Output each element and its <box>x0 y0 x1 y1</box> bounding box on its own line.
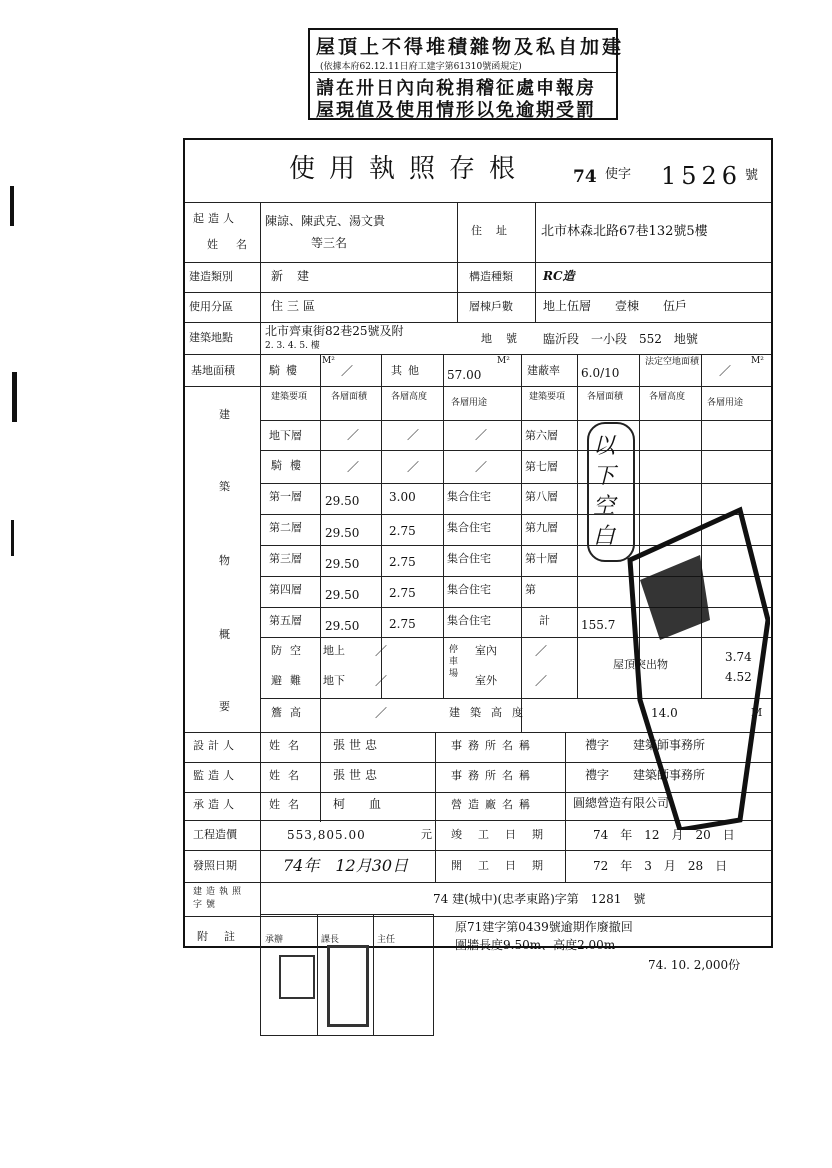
other-area: 57.00 <box>447 368 482 382</box>
notice-line-1: 屋頂上不得堆積雜物及私自加建 <box>316 36 625 58</box>
permit-year: 74 <box>573 167 597 187</box>
floor-name: 第四層 <box>269 583 302 596</box>
supervisor-name: 張世忠 <box>333 768 382 782</box>
permit-no: 74 建(城中)(忠孝東路)字第 1281 號 <box>433 892 646 906</box>
notice-divider <box>310 72 616 73</box>
structure-value: RC造 <box>543 269 575 283</box>
structure-label: 構造種類 <box>469 270 513 283</box>
row-line <box>185 850 771 851</box>
floor-height: 2.75 <box>389 586 416 600</box>
row-line <box>185 292 771 293</box>
floor-height: ／ <box>407 460 420 474</box>
floor-name: 地下層 <box>269 429 302 442</box>
parking-label: 停車場 <box>449 645 459 679</box>
col-item-header: 建築要項 <box>529 392 566 402</box>
row-line <box>260 450 771 451</box>
floor-name: 第三層 <box>269 552 302 565</box>
floor-use: 集合住宅 <box>447 490 491 503</box>
other-label: 其他 <box>391 364 425 377</box>
floor-area: 29.50 <box>325 526 360 540</box>
floor-name: 第一層 <box>269 490 302 503</box>
applicant-name-label: 姓名 <box>207 238 265 251</box>
col-line <box>521 354 522 732</box>
designer-label: 設計人 <box>193 739 238 752</box>
floor-use: ／ <box>475 428 488 442</box>
supervisor-office: 禮字 建築師事務所 <box>585 768 706 782</box>
dark-stamp-overlay <box>600 500 770 830</box>
notice-line-2: (依據本府62.12.11日府工建字第61310號函規定) <box>320 62 522 72</box>
building-height-label: 建築高度 <box>449 706 533 719</box>
permit-number: 1526 <box>661 162 743 190</box>
notice-box <box>308 28 625 121</box>
contractor-name: 柯 血 <box>333 797 382 811</box>
unit-m2: M² <box>497 356 510 366</box>
floor-height: 2.75 <box>389 524 416 538</box>
use-zone-value: 住三區 <box>271 299 320 313</box>
summary-label: 建 <box>219 408 230 421</box>
total-area: 155.7 <box>581 618 616 632</box>
col-height-header: 各層高度 <box>649 392 686 402</box>
completion-label: 竣工日期 <box>451 828 559 841</box>
col-line <box>577 354 578 698</box>
col-line <box>320 354 321 732</box>
row-line <box>185 386 771 387</box>
floor-use: 集合住宅 <box>447 552 491 565</box>
col-height-header: 各層高度 <box>391 392 428 402</box>
arcade-area: ／ <box>341 364 354 378</box>
build-type-value: 新建 <box>271 269 324 283</box>
col-area-header: 各層面積 <box>587 392 624 402</box>
building-height-value: 14.0 <box>651 706 678 720</box>
build-type-label: 建造類別 <box>189 270 233 283</box>
col-line <box>320 732 321 822</box>
floor-use: 集合住宅 <box>447 614 491 627</box>
shelter-label: 防空 <box>271 644 309 657</box>
shelter-below-value: ／ <box>375 674 388 688</box>
print-info: 74. 10. 2,000份 <box>648 958 741 972</box>
shelter-label: 避難 <box>271 674 309 687</box>
permit-type: 使字 <box>605 167 632 182</box>
row-line <box>185 262 771 263</box>
arcade-label: 騎樓 <box>269 364 303 377</box>
permit-suffix: 號 <box>745 168 759 183</box>
floor-use: 集合住宅 <box>447 521 491 534</box>
floor-height: 2.75 <box>389 555 416 569</box>
form-title: 使用執照存根 <box>289 154 530 184</box>
issue-date: 74年 12月30日 <box>283 856 409 875</box>
col-line <box>443 354 444 698</box>
cost-label: 工程造價 <box>193 828 237 841</box>
stamp-label: 主任 <box>377 935 396 945</box>
applicant-names-more: 等三名 <box>311 236 348 250</box>
cost-unit: 元 <box>421 828 432 841</box>
row-line <box>185 322 771 323</box>
applicant-label: 起造人 <box>193 212 238 225</box>
total-label: 計 <box>539 614 550 627</box>
unit-m2: M² <box>751 356 764 366</box>
floors-count-value: 地上伍層 壹棟 伍戶 <box>543 299 688 313</box>
office-label: 事務所名稱 <box>451 769 536 782</box>
floor-use: ／ <box>475 460 488 474</box>
blank-note: 以下空白 <box>593 434 616 549</box>
floor-name: 第八層 <box>525 490 558 503</box>
floor-area: 29.50 <box>325 588 360 602</box>
outdoor-value: ／ <box>535 674 548 688</box>
indoor-label: 室內 <box>475 644 497 657</box>
applicant-names: 陳諒、陳武克、湯文貴 <box>265 214 386 228</box>
coverage-value: 6.0/10 <box>581 366 620 380</box>
designer-name: 張世忠 <box>333 738 382 752</box>
summary-label: 要 <box>219 700 230 713</box>
col-line <box>435 732 436 882</box>
floor-area: 29.50 <box>325 494 360 508</box>
shelter-above-label: 地上 <box>323 644 345 657</box>
site-address-more: 2. 3. 4. 5. 樓 <box>265 341 320 351</box>
use-zone-label: 使用分區 <box>189 300 233 313</box>
col-line <box>457 202 458 322</box>
notice-line-4: 屋現值及使用情形以免逾期受罰 <box>316 100 596 121</box>
floor-height: 3.00 <box>389 490 416 504</box>
floor-height: ／ <box>407 428 420 442</box>
company-label: 營造廠名稱 <box>451 798 536 811</box>
coverage-label: 建蔽率 <box>527 364 560 377</box>
col-area-header: 各層面積 <box>331 392 368 402</box>
approval-box <box>260 914 434 1036</box>
col-line <box>260 202 261 946</box>
indoor-value: ／ <box>535 644 548 658</box>
roof-label: 屋頂突出物 <box>613 658 668 671</box>
row-line <box>185 202 771 203</box>
base-area-label: 基地面積 <box>191 364 235 377</box>
row-line <box>185 882 771 883</box>
notes-label: 附註 <box>197 930 251 943</box>
floor-use: 集合住宅 <box>447 583 491 596</box>
floor-name: 第二層 <box>269 521 302 534</box>
floors-count-label: 層棟戶數 <box>469 300 513 313</box>
floor-name: 第九層 <box>525 521 558 534</box>
unit-m: M <box>751 706 763 719</box>
open-space-value: ／ <box>719 364 732 378</box>
col-use-header: 各層用途 <box>451 398 488 408</box>
floor-height: 2.75 <box>389 617 416 631</box>
contractor-label: 承造人 <box>193 798 238 811</box>
note-1: 原71建字第0439號逾期作廢撤回 <box>455 920 633 934</box>
issue-date-label: 發照日期 <box>193 859 237 872</box>
floor-area: 29.50 <box>325 619 360 633</box>
shelter-above-value: ／ <box>375 644 388 658</box>
col-line <box>317 915 318 1035</box>
floor-name: 第五層 <box>269 614 302 627</box>
start-date: 72 年 3 月 28 日 <box>593 859 728 873</box>
seal-stamp <box>279 955 315 999</box>
floor-name: 第十層 <box>525 552 558 565</box>
floor-name: 騎樓 <box>271 459 309 472</box>
eave-value: ／ <box>375 706 388 720</box>
outdoor-label: 室外 <box>475 674 497 687</box>
seal-stamp <box>327 945 369 1027</box>
scan-mark <box>12 372 17 422</box>
cost-value: 553,805.00 <box>287 828 366 842</box>
col-use-header: 各層用途 <box>707 398 744 408</box>
col-line <box>373 915 374 1035</box>
floor-name: 第七層 <box>525 460 558 473</box>
start-label: 開工日期 <box>451 859 559 872</box>
col-line <box>565 732 566 882</box>
address-label: 住址 <box>471 224 521 237</box>
floor-area: ／ <box>347 428 360 442</box>
stamp-label: 課長 <box>321 935 340 945</box>
summary-label: 概 <box>219 628 230 641</box>
shelter-below-label: 地下 <box>323 674 345 687</box>
summary-label: 築 <box>219 480 230 493</box>
scan-mark <box>10 186 14 226</box>
summary-label: 物 <box>219 554 230 567</box>
completion-date: 74 年 12 月 20 日 <box>593 828 735 842</box>
open-space-label: 法定空地面積 <box>645 357 700 367</box>
name-label: 姓名 <box>269 798 307 811</box>
stamp-label: 承辦 <box>265 935 284 945</box>
contractor-company: 圓總營造有限公司 <box>573 796 670 810</box>
note-2: 圍牆長度9.50m、高度2.00m <box>455 938 616 952</box>
site-address: 北市齊東街82巷25號及附 <box>265 324 404 338</box>
address-value: 北市林森北路67巷132號5樓 <box>541 224 708 239</box>
col-line <box>535 202 536 322</box>
name-label: 姓名 <box>269 769 307 782</box>
roof-value-1: 3.74 <box>725 650 752 664</box>
unit-m2: M² <box>322 356 335 366</box>
supervisor-label: 監造人 <box>193 769 238 782</box>
scan-mark <box>11 520 14 556</box>
office-label: 事務所名稱 <box>451 739 536 752</box>
row-line <box>185 354 771 355</box>
lot-value: 臨沂段 一小段 552 地號 <box>543 332 698 346</box>
permit-label: 建造執照字號 <box>193 887 246 910</box>
site-label: 建築地點 <box>189 331 233 344</box>
roof-value-2: 4.52 <box>725 670 752 684</box>
eave-label: 簷高 <box>271 706 309 719</box>
col-item-header: 建築要項 <box>271 392 308 402</box>
floor-name: 第 <box>525 583 536 596</box>
row-line <box>260 483 771 484</box>
name-label: 姓名 <box>269 739 307 752</box>
row-line <box>260 420 771 421</box>
notice-line-3: 請在卅日內向稅捐稽征處申報房 <box>316 78 596 99</box>
floor-name: 第六層 <box>525 429 558 442</box>
floor-area: ／ <box>347 460 360 474</box>
designer-office: 禮字 建築師事務所 <box>585 738 706 752</box>
lot-label: 地號 <box>481 332 531 345</box>
floor-area: 29.50 <box>325 557 360 571</box>
